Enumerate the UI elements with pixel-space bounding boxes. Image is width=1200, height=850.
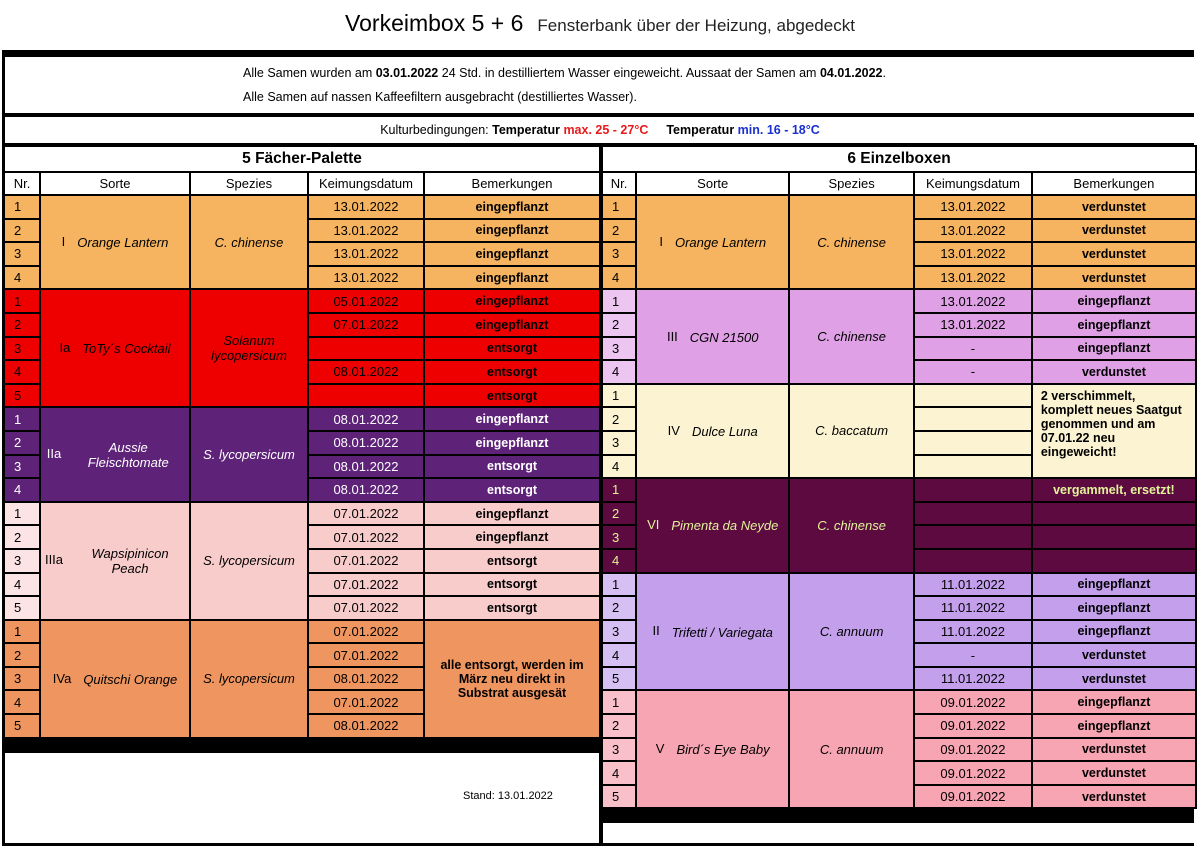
row-nr: 3 [5,456,39,478]
remarks: eingepflanzt [425,432,599,454]
remarks: entsorgt [425,597,599,619]
variety-cell [637,196,788,288]
germination-date: - [915,361,1031,383]
germination-date: 08.01.2022 [309,479,423,501]
table-row [603,290,1195,312]
left-section-title: 5 Fächer-Palette [5,147,599,171]
variety-cell [41,290,189,406]
variety-roman: I [659,234,663,250]
germination-date: - [915,338,1031,360]
germination-date: 13.01.2022 [915,290,1031,312]
germination-date: 13.01.2022 [309,196,423,218]
variety-roman: I [61,234,66,250]
row-nr: 1 [603,290,635,312]
remarks: verdunstet [1033,762,1195,784]
col-bemerkungen: Bemerkungen [1033,173,1195,194]
variety-cell [41,621,189,737]
germination-date: 07.01.2022 [309,597,423,619]
row-nr: 2 [603,503,635,525]
variety-roman: IIa [46,445,62,461]
right-section-title: 6 Einzelboxen [603,147,1195,171]
remarks: verdunstet [1033,644,1195,666]
row-nr: 1 [5,503,39,525]
remarks-merged: 2 verschimmelt, komplett neues Saatgut genommen und am 07.01.22 neu eingeweicht! [1033,385,1195,477]
row-nr: 5 [603,786,635,808]
row-nr: 4 [603,550,635,572]
row-nr: 1 [603,479,635,501]
row-nr: 2 [603,220,635,242]
germination-date: 11.01.2022 [915,597,1031,619]
variety-name: Aussie Fleischtomate [87,439,169,470]
row-nr: 4 [603,456,635,478]
row-nr: 2 [603,715,635,737]
remarks: eingepflanzt [1033,338,1195,360]
remarks: eingepflanzt [1033,574,1195,596]
remarks: verdunstet [1033,196,1195,218]
row-nr: 1 [5,290,39,312]
variety-roman: IV [667,422,680,438]
variety-name: Dulce Luna [691,423,758,439]
germination-date: 07.01.2022 [309,621,423,643]
variety-name: ToTy´s Cocktail [82,341,171,357]
main-title: Vorkeimbox 5 + 6 [345,10,524,36]
row-nr: 2 [5,644,39,666]
col-sorte: Sorte [41,173,189,194]
germination-date: 09.01.2022 [915,739,1031,761]
row-nr: 2 [5,220,39,242]
variety-cell [637,290,788,382]
remarks: verdunstet [1033,739,1195,761]
remarks: eingepflanzt [1033,715,1195,737]
table-row [603,691,1195,713]
subtitle: Fensterbank über der Heizung, abgedeckt [537,16,855,35]
row-nr: 3 [603,526,635,548]
germination-date [915,526,1031,548]
remarks: verdunstet [1033,668,1195,690]
variety-roman: VI [647,517,660,533]
species-cell: S. lycopersicum [191,621,307,737]
table-row [603,479,1195,501]
germination-date [309,385,423,407]
germination-date: 09.01.2022 [915,715,1031,737]
col-sorte: Sorte [637,173,788,194]
germination-date: 07.01.2022 [309,314,423,336]
row-nr: 2 [5,526,39,548]
germination-date: 05.01.2022 [309,290,423,312]
remarks: eingepflanzt [425,526,599,548]
row-nr: 5 [5,385,39,407]
germination-date: 13.01.2022 [915,267,1031,289]
germination-date: 11.01.2022 [915,668,1031,690]
row-nr: 2 [603,314,635,336]
col-spezies: Spezies [790,173,913,194]
row-nr: 2 [603,597,635,619]
row-nr: 4 [5,574,39,596]
remarks: eingepflanzt [425,408,599,430]
row-nr: 4 [5,479,39,501]
info-line-1: Alle Samen wurden am 03.01.2022 24 Std. in destilliertem Wasser eingeweicht. Aussaat der Samen am 04.01.2022. [243,66,886,80]
remarks: verdunstet [1033,361,1195,383]
left-table [3,145,601,739]
remarks: entsorgt [425,550,599,572]
row-nr: 1 [5,621,39,643]
variety-roman: III [666,328,678,344]
germination-date [915,408,1031,430]
variety-cell [41,196,189,288]
row-nr: 4 [603,267,635,289]
remarks: eingepflanzt [425,267,599,289]
germination-date: 13.01.2022 [915,196,1031,218]
col-keimungsdatum: Keimungsdatum [915,173,1031,194]
row-nr: 3 [5,550,39,572]
row-nr: 4 [603,762,635,784]
remarks: eingepflanzt [425,196,599,218]
variety-cell [637,385,788,477]
row-nr: 2 [5,432,39,454]
remarks: entsorgt [425,361,599,383]
row-nr: 2 [5,314,39,336]
variety-cell [41,503,189,619]
species-cell: C. annuum [790,574,913,690]
remarks: eingepflanzt [425,220,599,242]
right-table [601,145,1197,809]
species-cell: C. chinense [191,196,307,288]
germination-date: 07.01.2022 [309,691,423,713]
row-nr: 4 [603,644,635,666]
table-row [5,196,599,218]
stand-date: Stand: 13.01.2022 [463,790,553,802]
col-nr: Nr. [603,173,635,194]
remarks: entsorgt [425,385,599,407]
variety-roman: II [652,623,660,639]
row-nr: 5 [603,668,635,690]
remarks [1033,550,1195,572]
germination-date: 08.01.2022 [309,432,423,454]
table-row [5,503,599,525]
row-nr: 3 [603,432,635,454]
variety-name: Orange Lantern [77,235,169,251]
remarks: eingepflanzt [425,314,599,336]
right-footer-area [603,823,1195,843]
remarks: eingepflanzt [1033,621,1195,643]
remarks: entsorgt [425,574,599,596]
germination-date [915,479,1031,501]
remarks [1033,503,1195,525]
row-nr: 1 [603,196,635,218]
germination-date: 09.01.2022 [915,691,1031,713]
row-nr: 3 [603,338,635,360]
germination-date: 08.01.2022 [309,456,423,478]
germination-date: 07.01.2022 [309,644,423,666]
remarks: entsorgt [425,338,599,360]
germination-date: 09.01.2022 [915,762,1031,784]
table-row [603,196,1195,218]
row-nr: 1 [5,196,39,218]
species-cell: C. annuum [790,691,913,807]
col-bemerkungen: Bemerkungen [425,173,599,194]
table-row [5,621,599,643]
remarks [1033,526,1195,548]
row-nr: 4 [603,361,635,383]
species-cell: C. chinense [790,290,913,382]
remarks: verdunstet [1033,220,1195,242]
table-row [5,290,599,312]
variety-cell [41,408,189,500]
variety-roman: IIIa [44,552,64,568]
variety-name: Bird´s Eye Baby [676,742,770,758]
germination-date [915,550,1031,572]
variety-roman: Ia [59,340,71,356]
species-cell: C. chinense [790,196,913,288]
germination-date: 13.01.2022 [915,220,1031,242]
row-nr: 5 [5,597,39,619]
germination-date [915,456,1031,478]
row-nr: 4 [5,267,39,289]
row-nr: 3 [603,243,635,265]
species-cell: S. lycopersicum [191,408,307,500]
remarks: eingepflanzt [1033,314,1195,336]
germination-date [309,338,423,360]
variety-name: Trifetti / Variegata [671,624,773,640]
germination-date: 07.01.2022 [309,526,423,548]
row-nr: 5 [5,715,39,737]
info-box [5,57,1195,113]
page-title [0,10,1200,37]
remarks: eingepflanzt [425,503,599,525]
remarks: eingepflanzt [1033,290,1195,312]
variety-cell [637,479,788,571]
germination-date: 07.01.2022 [309,574,423,596]
row-nr: 3 [5,243,39,265]
remarks: eingepflanzt [1033,597,1195,619]
germination-date: 09.01.2022 [915,786,1031,808]
germination-date: 13.01.2022 [915,243,1031,265]
temp-max: max. 25 - 27°C [563,123,649,137]
variety-roman: V [655,741,665,757]
row-nr: 2 [603,408,635,430]
row-nr: 4 [5,361,39,383]
variety-cell [637,574,788,690]
variety-name: Quitschi Orange [83,671,178,687]
germination-date: 07.01.2022 [309,550,423,572]
info-line-2: Alle Samen auf nassen Kaffeefiltern ausgebracht (destilliertes Wasser). [243,90,637,104]
row-nr: 3 [5,668,39,690]
germination-date: 08.01.2022 [309,715,423,737]
remarks: verdunstet [1033,786,1195,808]
variety-name: Orange Lantern [674,235,767,251]
variety-name: Pimenta da Neyde [671,518,779,534]
remarks: vergammelt, ersetzt! [1033,479,1195,501]
remarks: eingepflanzt [1033,691,1195,713]
germination-date: 13.01.2022 [309,243,423,265]
variety-cell [637,691,788,807]
table-row [603,385,1195,407]
species-cell: C. baccatum [790,385,913,477]
species-cell: Solanum lycopersicum [191,290,307,406]
conditions-box: Kulturbedingungen: Temperatur max. 25 - 27°C Temperatur min. 16 - 18°C [5,117,1195,143]
row-nr: 3 [5,338,39,360]
variety-roman: IVa [52,670,72,686]
row-nr: 1 [603,574,635,596]
variety-name: CGN 21500 [689,329,759,345]
species-cell: C. chinense [790,479,913,571]
col-nr: Nr. [5,173,39,194]
remarks: entsorgt [425,479,599,501]
row-nr: 4 [5,691,39,713]
germination-date [915,503,1031,525]
germination-date: 13.01.2022 [309,267,423,289]
germination-date: 08.01.2022 [309,361,423,383]
row-nr: 3 [603,739,635,761]
temp-min: min. 16 - 18°C [737,123,820,137]
variety-name: Wapsipinicon Peach [91,545,169,576]
germination-date: 11.01.2022 [915,621,1031,643]
germination-date: - [915,644,1031,666]
remarks: entsorgt [425,456,599,478]
remarks-merged: alle entsorgt, werden im März neu direkt in Substrat ausgesät [425,621,599,737]
col-spezies: Spezies [191,173,307,194]
table-row [603,574,1195,596]
germination-date: 11.01.2022 [915,574,1031,596]
row-nr: 1 [603,691,635,713]
row-nr: 3 [603,621,635,643]
remarks: verdunstet [1033,243,1195,265]
germination-date: 13.01.2022 [915,314,1031,336]
remarks: verdunstet [1033,267,1195,289]
table-row [5,408,599,430]
remarks: eingepflanzt [425,243,599,265]
col-keimungsdatum: Keimungsdatum [309,173,423,194]
row-nr: 1 [5,408,39,430]
germination-date [915,385,1031,407]
germination-date: 08.01.2022 [309,408,423,430]
species-cell: S. lycopersicum [191,503,307,619]
germination-date [915,432,1031,454]
germination-date: 13.01.2022 [309,220,423,242]
germination-date: 08.01.2022 [309,668,423,690]
row-nr: 1 [603,385,635,407]
remarks: eingepflanzt [425,290,599,312]
germination-date: 07.01.2022 [309,503,423,525]
